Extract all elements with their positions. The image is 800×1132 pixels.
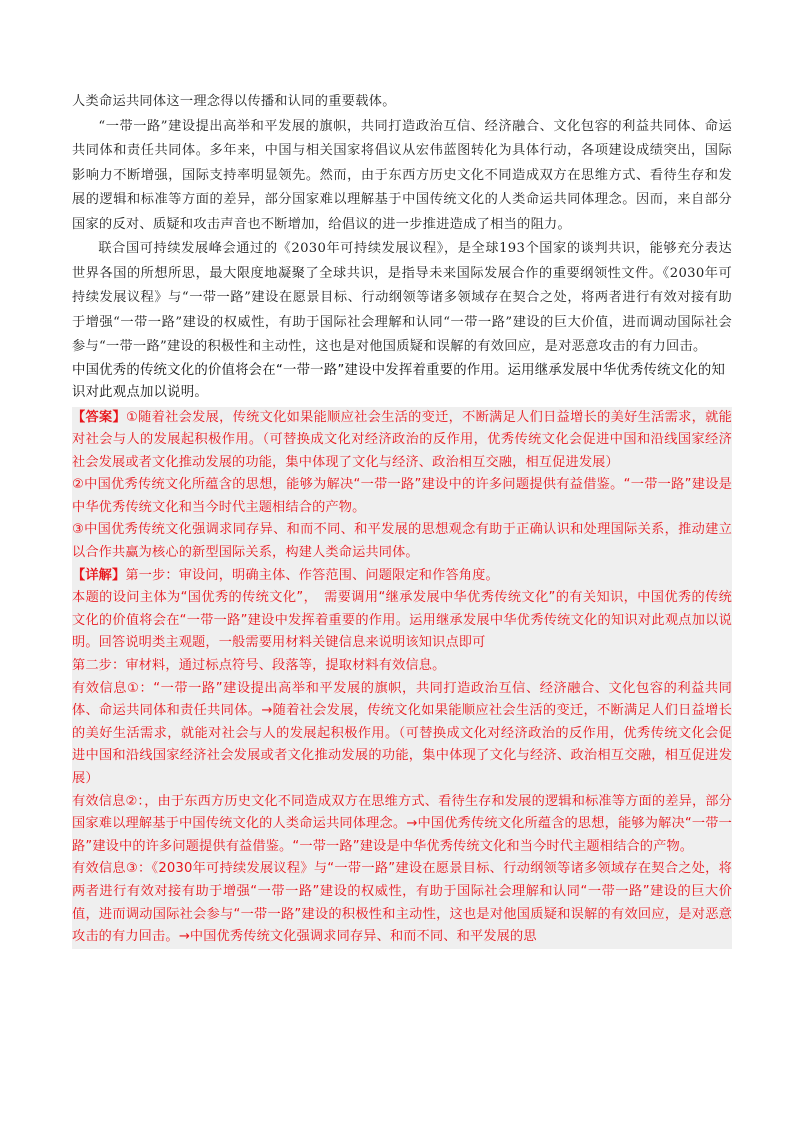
answer-point-3: ③中国优秀传统文化强调求同存异、和而不同、和平发展的思想观念有助于正确认识和处理国际关系，推动建立以合作共赢为核心的新型国际关系，构建人类命运共同体。 [72,522,732,561]
answer-line-1 [72,407,732,475]
answer-tag: 【答案】 [72,409,127,425]
answer-block [72,407,732,949]
effective-info-3: 有效信息③：《2030年可持续发展议程》与“一带一路”建设在愿景目标、行动纲领等诸多领域存在契合之处，将两者进行有效对接有助于增强“一带一路”建设的权威性，有助于国际社会理解和认同“一带一路”建设的巨大价值，进而调动国际社会参与“一带一路”建设的积极性和主动性，这也是对他国质疑和误解的有效回应，是对恶意攻击的有力回击。→中国优秀传统文化强调求同存异、和而不同、和平发展的思 [72,861,732,945]
question-block [72,360,732,404]
effective-info-1: 有效信息①：“一带一路”建设提出高举和平发展的旗帜，共同打造政治互信、经济融合、文化包容的利益共同体、命运共同体和责任共同体。→随着社会发展，传统文化如果能顺应社会生活的变迁，不断满足人们日益增长的美好生活需求，就能对社会与人的发展起积极作用。（可替换成文化对经济政治的反作用，优秀传统文化会促进中国和沿线国家经济社会发展或者文化推动发展的功能，集中体现了文化与经济、政治相互交融，相互促进发展） [72,680,732,786]
detail-step-1-text: 第一步：审设问，明确主体、作答范围、问题限定和作答角度。 [125,567,499,583]
detail-tag: 【详解】 [72,567,126,583]
document-page [72,90,732,949]
detail-step-1 [72,565,732,588]
material-paragraph-3: 联合国可持续发展峰会通过的《2030年可持续发展议程》，是全球193个国家的谈判共识，能够充分表达世界各国的所想所思，最大限度地凝聚了全球共识，是指导未来国际发展合作的重要纲领性文件。《2030年可持续发展议程》与“一带一路”建设在愿景目标、行动纲领等诸多领域存在契合之处，将两者进行有效对接有助于增强“一带一路”建设的权威性，有助于国际社会理解和认同“一带一路”建设的巨大价值，进而调动国际社会参与“一带一路”建设的积极性和主动性，这也是对他国质疑和误解的有效回应，是对恶意攻击的有力回击。 [72,241,732,354]
material-paragraph-2: “一带一路”建设提出高举和平发展的旗帜，共同打造政治互信、经济融合、文化包容的利益共同体、命运共同体和责任共同体。多年来，中国与相关国家将倡议从宏伟蓝图转化为具体行动，各项建设成绩突出，国际影响力不断增强，国际支持率明显领先。然而，由于东西方历史文化不同造成双方在思维方式、看待生存和发展的逻辑和标准等方面的差异，部分国家难以理解基于中国传统文化的人类命运共同体理念。因而，来自部分国家的反对、质疑和攻击声音也不断增加，给倡议的进一步推进造成了相当的阻力。 [72,118,732,232]
detail-step-1-body: 本题的设问主体为“国优秀的传统文化”， 需要调用“继承发展中华优秀传统文化”的有关知识，中国优秀的传统文化的价值将会在“一带一路”建设中发挥着重要的作用。运用继承发展中华优秀传统文化的知识对此观点加以说明。回答说明类主观题，一般需要用材料关键信息来说明该知识点即可 [72,590,732,651]
material-paragraph-1: 人类命运共同体这一理念得以传播和认同的重要载体。 [72,94,396,109]
reading-material [72,90,732,360]
answer-point-2: ②中国优秀传统文化所蕴含的思想，能够为解决“一带一路”建设中的许多问题提供有益借鉴。“一带一路”建设是中华优秀传统文化和当今时代主题相结合的产物。 [72,477,732,515]
question-text: 中国优秀的传统文化的价值将会在“一带一路”建设中发挥着重要的作用。运用继承发展中华优秀传统文化的知识对此观点加以说明。 [72,362,726,400]
answer-point-1: ①随着社会发展，传统文化如果能顺应社会生活的变迁，不断满足人们日益增长的美好生活需求，就能对社会与人的发展起积极作用。（可替换成文化对经济政治的反作用，优秀传统文化会促进中国和沿线国家经济社会发展或者文化推动发展的功能，集中体现了文化与经济、政治相互交融，相互促进发展） [72,409,732,470]
detail-step-2: 第二步：审材料，通过标点符号、段落等，提取材料有效信息。 [72,658,446,674]
effective-info-2: 有效信息②：，由于东西方历史文化不同造成双方在思维方式、看待生存和发展的逻辑和标准等方面的差异，部分国家难以理解基于中国传统文化的人类命运共同体理念。→中国优秀传统文化所蕴含的思想，能够为解决“一带一路”建设中的许多问题提供有益借鉴。“一带一路”建设是中华优秀传统文化和当今时代主题相结合的产物。 [72,793,732,854]
